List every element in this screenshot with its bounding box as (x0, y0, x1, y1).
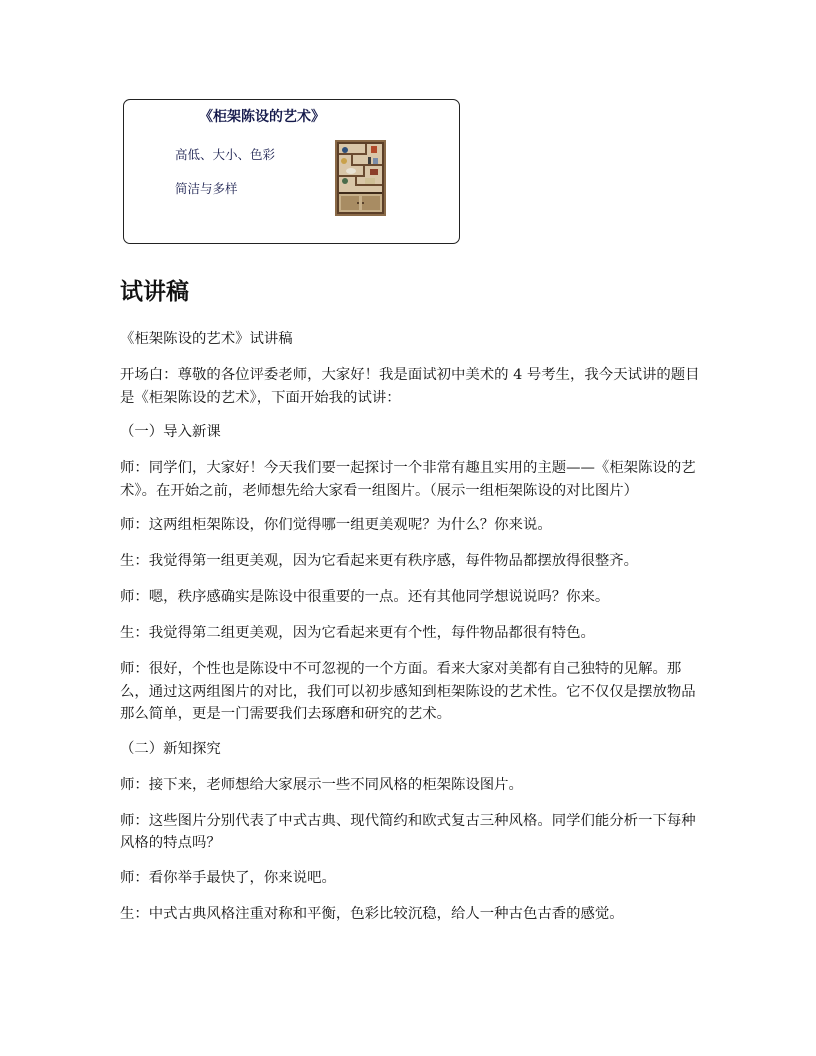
document-heading: 试讲稿 (120, 279, 189, 305)
dialogue-paragraph: 师：很好，个性也是陈设中不可忽视的一个方面。看来大家对美都有自己独特的见解。那么，通过这两组图片的对比，我们可以初步感知到柜架陈设的艺术性。它不仅仅是摆放物品那么简单，更是一门需要我们去琢磨和研究的艺术。 (120, 661, 696, 722)
dialogue-paragraph: 生：中式古典风格注重对称和平衡，色彩比较沉稳，给人一种古色古香的感觉。 (120, 905, 624, 922)
lecture-script-body (120, 328, 700, 939)
script-title-line: 《柜架陈设的艺术》试讲稿 (120, 331, 293, 347)
dialogue-paragraph: 师：嗯，秩序感确实是陈设中很重要的一点。还有其他同学想说说吗？你来。 (120, 589, 610, 605)
dialogue-paragraph: 师：看你举手最快了，你来说吧。 (120, 869, 336, 886)
section-heading-explore: （二）新知探究 (120, 740, 221, 757)
dialogue-paragraph: 生：我觉得第一组更美观，因为它看起来更有秩序感，每件物品都摆放得很整齐。 (120, 553, 639, 569)
dialogue-paragraph: 生：我觉得第二组更美观，因为它看起来更有个性，每件物品都很有特色。 (120, 625, 595, 641)
dialogue-paragraph: 师：这两组柜架陈设，你们觉得哪一组更美观呢？为什么？你来说。 (120, 517, 552, 533)
section-heading-intro: （一）导入新课 (120, 424, 221, 440)
display-shelf-image (335, 140, 386, 216)
dialogue-paragraph: 师：同学们，大家好！今天我们要一起探讨一个非常有趣且实用的主题——《柜架陈设的艺术》。在开始之前，老师想先给大家看一组图片。（展示一组柜架陈设的对比图片） (120, 460, 696, 499)
dialogue-paragraph: 师：这些图片分别代表了中式古典、现代简约和欧式复古三种风格。同学们能分析一下每种风格的特点吗？ (120, 812, 696, 851)
lesson-title-card (123, 99, 460, 244)
opening-paragraph: 开场白：尊敬的各位评委老师，大家好！我是面试初中美术的 4 号考生，我今天试讲的题目是《柜架陈设的艺术》，下面开始我的试讲： (120, 367, 700, 406)
dialogue-paragraph: 师：接下来，老师想给大家展示一些不同风格的柜架陈设图片。 (120, 776, 523, 793)
card-point-height-size-color: 高低、大小、色彩 (175, 147, 276, 162)
card-title: 《柜架陈设的艺术》 (199, 109, 325, 125)
card-point-simple-diverse: 简洁与多样 (175, 181, 238, 196)
